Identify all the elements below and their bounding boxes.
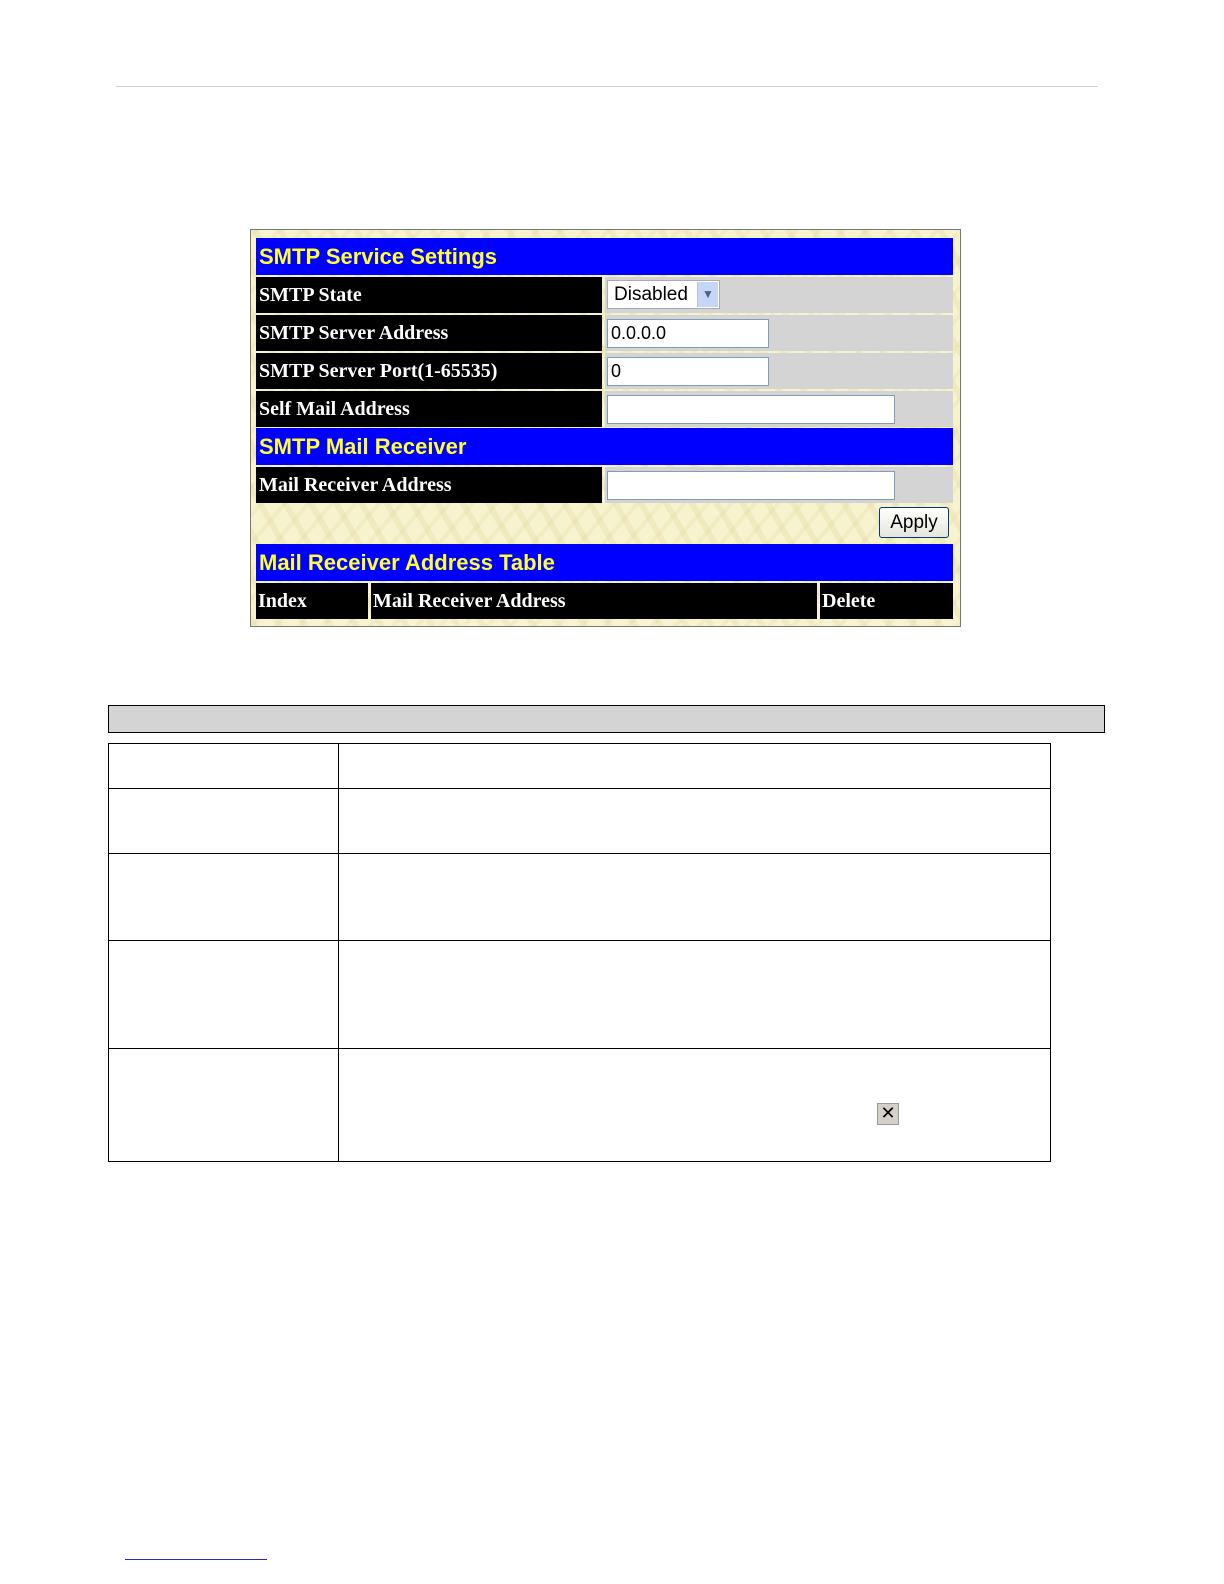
close-x-icon: ✕	[877, 1103, 899, 1125]
self-mail-address-input[interactable]	[607, 395, 895, 424]
table-cell	[109, 854, 339, 941]
smtp-mail-receiver-header: SMTP Mail Receiver	[256, 428, 953, 465]
self-mail-address-row	[256, 391, 953, 427]
table-cell	[109, 789, 339, 854]
top-divider	[116, 86, 1098, 87]
table-row	[109, 1049, 1051, 1162]
table-cell	[339, 1049, 1051, 1162]
chevron-down-icon[interactable]: ▼	[697, 282, 718, 307]
mail-receiver-address-cell	[605, 467, 953, 503]
smtp-server-address-label: SMTP Server Address	[256, 315, 602, 351]
table-title-bar	[108, 705, 1105, 733]
smtp-state-value: Disabled	[614, 284, 688, 305]
smtp-server-port-cell	[605, 353, 953, 389]
table-cell	[339, 789, 1051, 854]
smtp-state-select[interactable]	[607, 280, 720, 309]
table-row	[109, 854, 1051, 941]
column-mail-receiver-address: Mail Receiver Address	[371, 583, 817, 619]
table-cell	[109, 941, 339, 1049]
smtp-server-address-cell	[605, 315, 953, 351]
smtp-state-row	[256, 277, 953, 313]
table-cell	[109, 744, 339, 789]
apply-button[interactable]: Apply	[879, 507, 949, 538]
footer-link-underline	[125, 1559, 267, 1560]
smtp-server-port-row	[256, 353, 953, 389]
smtp-server-port-input[interactable]: 0	[607, 357, 769, 386]
column-delete: Delete	[820, 583, 953, 619]
smtp-server-port-label: SMTP Server Port(1-65535)	[256, 353, 602, 389]
table-cell	[339, 941, 1051, 1049]
mail-receiver-table-columns	[256, 583, 953, 619]
parameter-description-table	[108, 743, 1051, 1162]
smtp-service-settings-header: SMTP Service Settings	[256, 238, 953, 275]
table-row	[109, 789, 1051, 854]
mail-receiver-table-header: Mail Receiver Address Table	[256, 544, 953, 581]
smtp-server-address-input[interactable]: 0.0.0.0	[607, 319, 769, 348]
column-index: Index	[256, 583, 368, 619]
self-mail-address-label: Self Mail Address	[256, 391, 602, 427]
smtp-state-cell	[605, 277, 953, 313]
table-cell	[109, 1049, 339, 1162]
mail-receiver-address-row	[256, 467, 953, 503]
smtp-state-label: SMTP State	[256, 277, 602, 313]
smtp-server-address-row	[256, 315, 953, 351]
self-mail-address-cell	[605, 391, 953, 427]
mail-receiver-address-input[interactable]	[607, 471, 895, 500]
table-row	[109, 941, 1051, 1049]
table-cell	[339, 744, 1051, 789]
table-cell	[339, 854, 1051, 941]
smtp-settings-panel	[250, 229, 961, 627]
table-row	[109, 744, 1051, 789]
mail-receiver-address-label: Mail Receiver Address	[256, 467, 602, 503]
